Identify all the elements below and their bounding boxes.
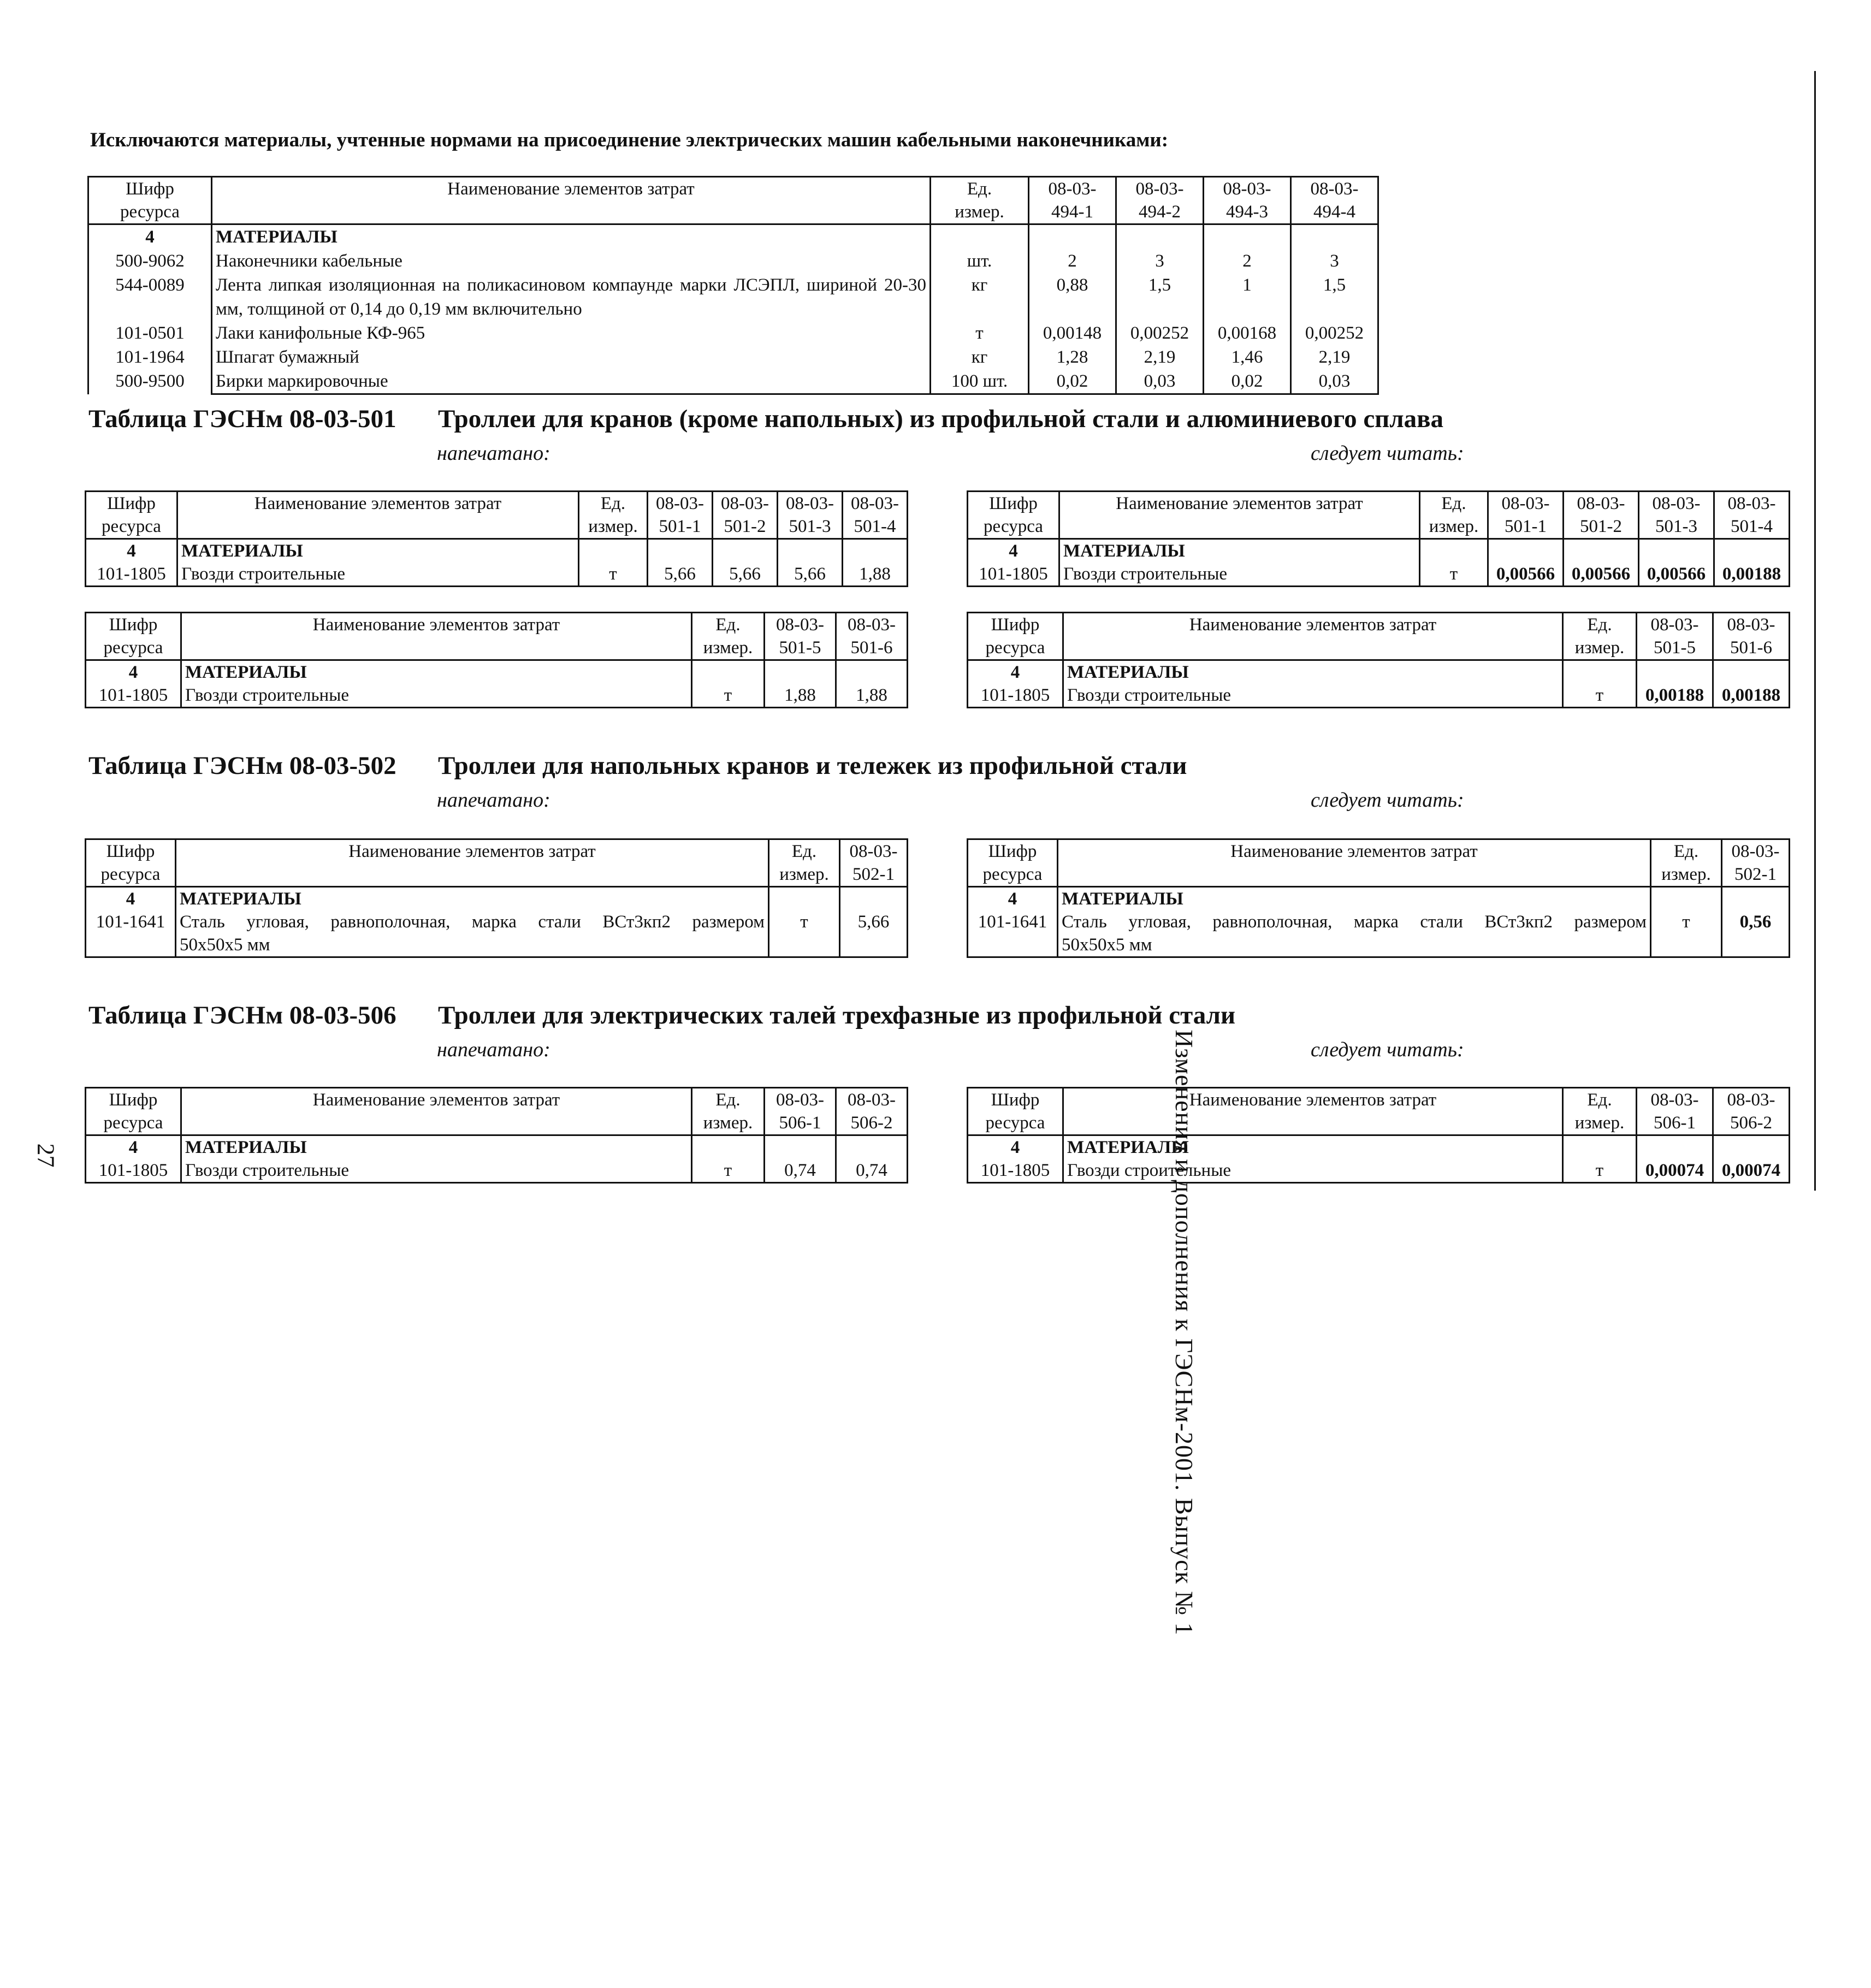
read-as-label-501: следует читать:	[1311, 442, 1464, 465]
side-caption: Изменения и дополнения к ГЭСНм-2001. Выпуск № 1	[1170, 1030, 1198, 1636]
table-501b-printed: Шифр ресурса Наименование элементов затрат Ед. измер. 08-03- 501-5 08-03- 501-6 4 101-1805 МАТЕРИАЛЫ Гвозди строительные т 1,88 1,88	[85, 612, 908, 708]
table-506-correct: Шифр ресурса Наименование элементов затрат Ед. измер. 08-03- 506-1 08-03- 506-2 4 101-1805 МАТЕРИАЛЫ Гвозди строительные т 0,00074 0,00074	[967, 1087, 1790, 1184]
excluded-materials-heading: Исключаются материалы, учтенные нормами на присоединение электрических машин кабельными наконечниками:	[90, 129, 1169, 151]
excluded-materials-table: Шифр ресурса Наименование элементов затрат Ед. измер. 08-03- 494-1 08-03- 494-2 08-03- 494-3 08-03- 494-4 4 500-9062 544-0089 101-0501 101-1964 500-9500 МАТЕРИАЛЫ Наконечники кабельные Лента липкая изоляционная на поликасиновом компаунде марки ЛСЭПЛ, шириной 20-30 мм, толщиной от 0,14 до 0,19 мм включительно Лаки канифольные КФ-965 Шпагат бумажный Бирки маркировочные шт. кг т кг 100 шт. 2 0,88 0,00148 1,28 0,02 3 1,5 0,00252 2,19 0,03 2 1 0,00168 1,46 0,02 3 1,5 0,00252 2,19 0,03	[87, 176, 1379, 395]
table-502-title: Таблица ГЭСНм 08-03-502 Троллеи для напольных кранов и тележек из профильной стали	[88, 752, 1187, 780]
table-502-correct: Шифр ресурса Наименование элементов затрат Ед. измер. 08-03- 502-1 4 101-1641 МАТЕРИАЛЫ Сталь угловая, равнополочная, марка стали ВСт3кп2 размером 50х50х5 мм т 0,56	[967, 838, 1790, 958]
table-501a-correct: Шифр ресурса Наименование элементов затрат Ед. измер. 08-03- 501-1 08-03- 501-2 08-03- 501-3 08-03- 501-4 4 101-1805 МАТЕРИАЛЫ Гвозди строительные т 0,00566 0,00566 0,00566 0,00188	[967, 490, 1790, 587]
page-number: 27	[32, 1143, 60, 1168]
table-506-title: Таблица ГЭСНм 08-03-506 Троллеи для электрических талей трехфазные из профильной стали	[88, 1001, 1236, 1030]
read-as-label-506: следует читать:	[1311, 1038, 1464, 1061]
table-501b-correct: Шифр ресурса Наименование элементов затрат Ед. измер. 08-03- 501-5 08-03- 501-6 4 101-1805 МАТЕРИАЛЫ Гвозди строительные т 0,00188 0,00188	[967, 612, 1790, 708]
page-edge-rule	[1814, 71, 1816, 1191]
table-502-printed: Шифр ресурса Наименование элементов затрат Ед. измер. 08-03- 502-1 4 101-1641 МАТЕРИАЛЫ Сталь угловая, равнополочная, марка стали ВСт3кп2 размером 50х50х5 мм т 5,66	[85, 838, 908, 958]
read-as-label-502: следует читать:	[1311, 789, 1464, 812]
printed-label-501: напечатано:	[437, 442, 550, 465]
table-501a-printed: Шифр ресурса Наименование элементов затрат Ед. измер. 08-03- 501-1 08-03- 501-2 08-03- 501-3 08-03- 501-4 4 101-1805 МАТЕРИАЛЫ Гвозди строительные т 5,66 5,66 5,66 1,88	[85, 490, 908, 587]
printed-label-502: напечатано:	[437, 789, 550, 812]
table-501-title: Таблица ГЭСНм 08-03-501 Троллеи для кранов (кроме напольных) из профильной стали и алюминиевого сплава	[88, 405, 1444, 433]
printed-label-506: напечатано:	[437, 1038, 550, 1061]
table-506-printed: Шифр ресурса Наименование элементов затрат Ед. измер. 08-03- 506-1 08-03- 506-2 4 101-1805 МАТЕРИАЛЫ Гвозди строительные т 0,74 0,74	[85, 1087, 908, 1184]
